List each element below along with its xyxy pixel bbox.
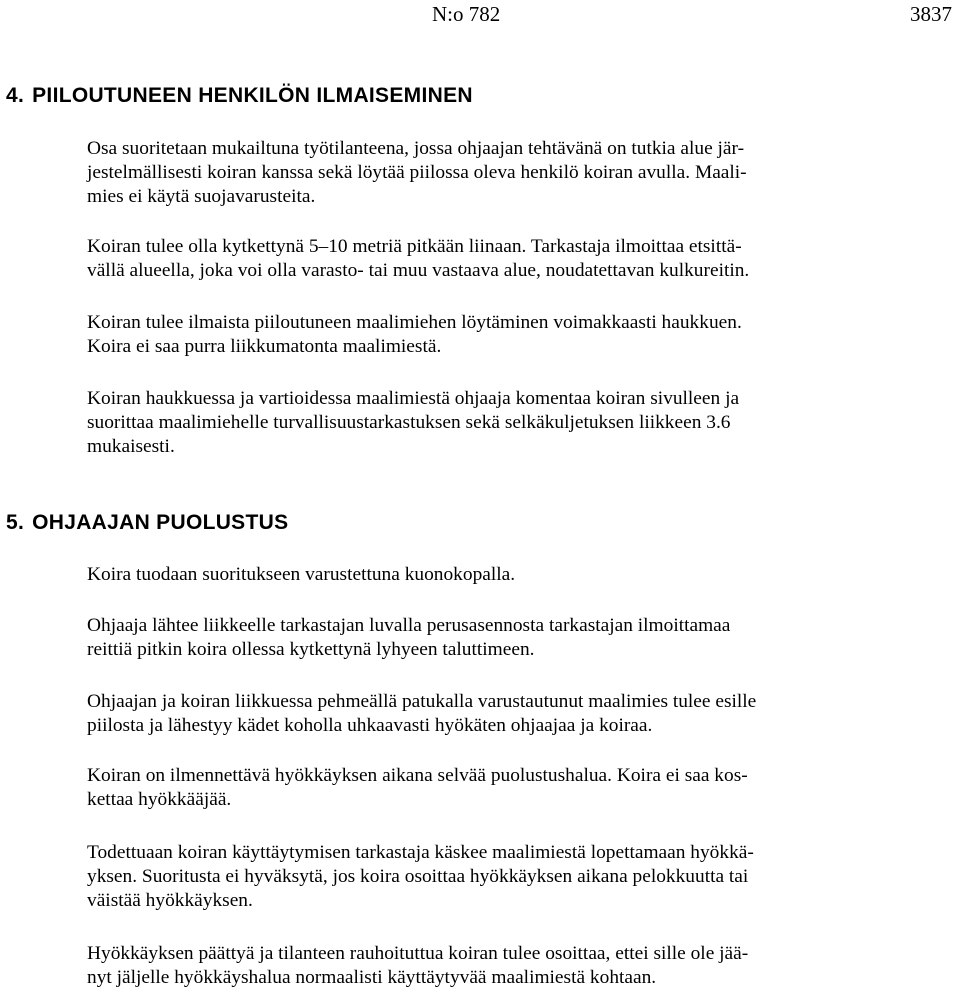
section-5-paragraph-6: [87, 942, 953, 990]
text-line: kettaa hyökkääjää.: [87, 789, 232, 810]
text-line: Todettuaan koiran käyttäytymisen tarkastaja käskee maalimiestä lopettamaan hyökkä-: [87, 842, 754, 863]
section-5-title: OHJAAJAN PUOLUSTUS: [32, 511, 289, 534]
text-line: Koira ei saa purra liikkumatonta maalimiestä.: [87, 336, 442, 357]
text-line: Koiran haukkuessa ja vartioidessa maalimiestä ohjaaja komentaa koiran sivulleen ja: [87, 388, 740, 409]
section-5-paragraph-4: [87, 764, 953, 812]
page-header: [0, 2, 960, 30]
text-line: suorittaa maalimiehelle turvallisuustarkastuksen sekä selkäkuljetuksen liikkeen 3.6: [87, 412, 731, 433]
section-4-title: PIILOUTUNEEN HENKILÖN ILMAISEMINEN: [32, 84, 473, 107]
text-line: väistää hyökkäyksen.: [87, 890, 253, 911]
text-line: Hyökkäyksen päättyä ja tilanteen rauhoituttua koiran tulee osoittaa, ettei sille ole jää-: [87, 943, 749, 964]
section-5-paragraph-1: [87, 563, 953, 587]
section-5-paragraph-2: [87, 614, 953, 662]
text-line: mies ei käytä suojavarusteita.: [87, 186, 316, 207]
section-4-paragraph-2: [87, 235, 953, 283]
section-4-number: 4.: [6, 84, 25, 107]
text-line: Koiran tulee olla kytkettynä 5–10 metriä pitkään liinaan. Tarkastaja ilmoittaa etsittä-: [87, 236, 742, 257]
text-line: jestelmällisesti koiran kanssa sekä löytää piilossa oleva henkilö koiran avulla. Maali-: [87, 162, 747, 183]
section-4-paragraph-3: [87, 311, 953, 359]
text-line: Koira tuodaan suoritukseen varustettuna kuonokopalla.: [87, 564, 516, 585]
document-number: N:o 782: [432, 2, 501, 26]
section-4-heading: [6, 84, 872, 108]
section-5-paragraph-5: [87, 841, 953, 913]
text-line: Ohjaajan ja koiran liikkuessa pehmeällä patukalla varustautunut maalimies tulee esille: [87, 691, 757, 712]
text-line: Osa suoritetaan mukailtuna työtilanteena, jossa ohjaajan tehtävänä on tutkia alue jär-: [87, 138, 745, 159]
text-line: nyt jäljelle hyökkäyshalua normaalisti käyttäytyvää maalimiestä kohtaan.: [87, 967, 657, 988]
section-5-paragraph-3: [87, 690, 953, 738]
text-line: Koiran on ilmennettävä hyökkäyksen aikana selvää puolustushalua. Koira ei saa kos-: [87, 765, 748, 786]
section-4-paragraph-4: [87, 387, 953, 459]
section-5-heading: [6, 511, 872, 535]
text-line: mukaisesti.: [87, 436, 175, 457]
text-line: yksen. Suoritusta ei hyväksytä, jos koira osoittaa hyökkäyksen aikana pelokkuutta tai: [87, 866, 749, 887]
text-line: piilosta ja lähestyy kädet koholla uhkaavasti hyökäten ohjaajaa ja koiraa.: [87, 715, 653, 736]
text-line: Ohjaaja lähtee liikkeelle tarkastajan luvalla perusasennosta tarkastajan ilmoittamaa: [87, 615, 731, 636]
text-line: vällä alueella, joka voi olla varasto- tai muu vastaava alue, noudatettavan kulkureitin.: [87, 260, 750, 281]
page-number: 3837: [910, 2, 952, 26]
text-line: reittiä pitkin koira ollessa kytkettynä lyhyeen taluttimeen.: [87, 639, 535, 660]
section-5-number: 5.: [6, 511, 25, 534]
text-line: Koiran tulee ilmaista piiloutuneen maalimiehen löytäminen voimakkaasti haukkuen.: [87, 312, 742, 333]
section-4-paragraph-1: [87, 137, 953, 209]
